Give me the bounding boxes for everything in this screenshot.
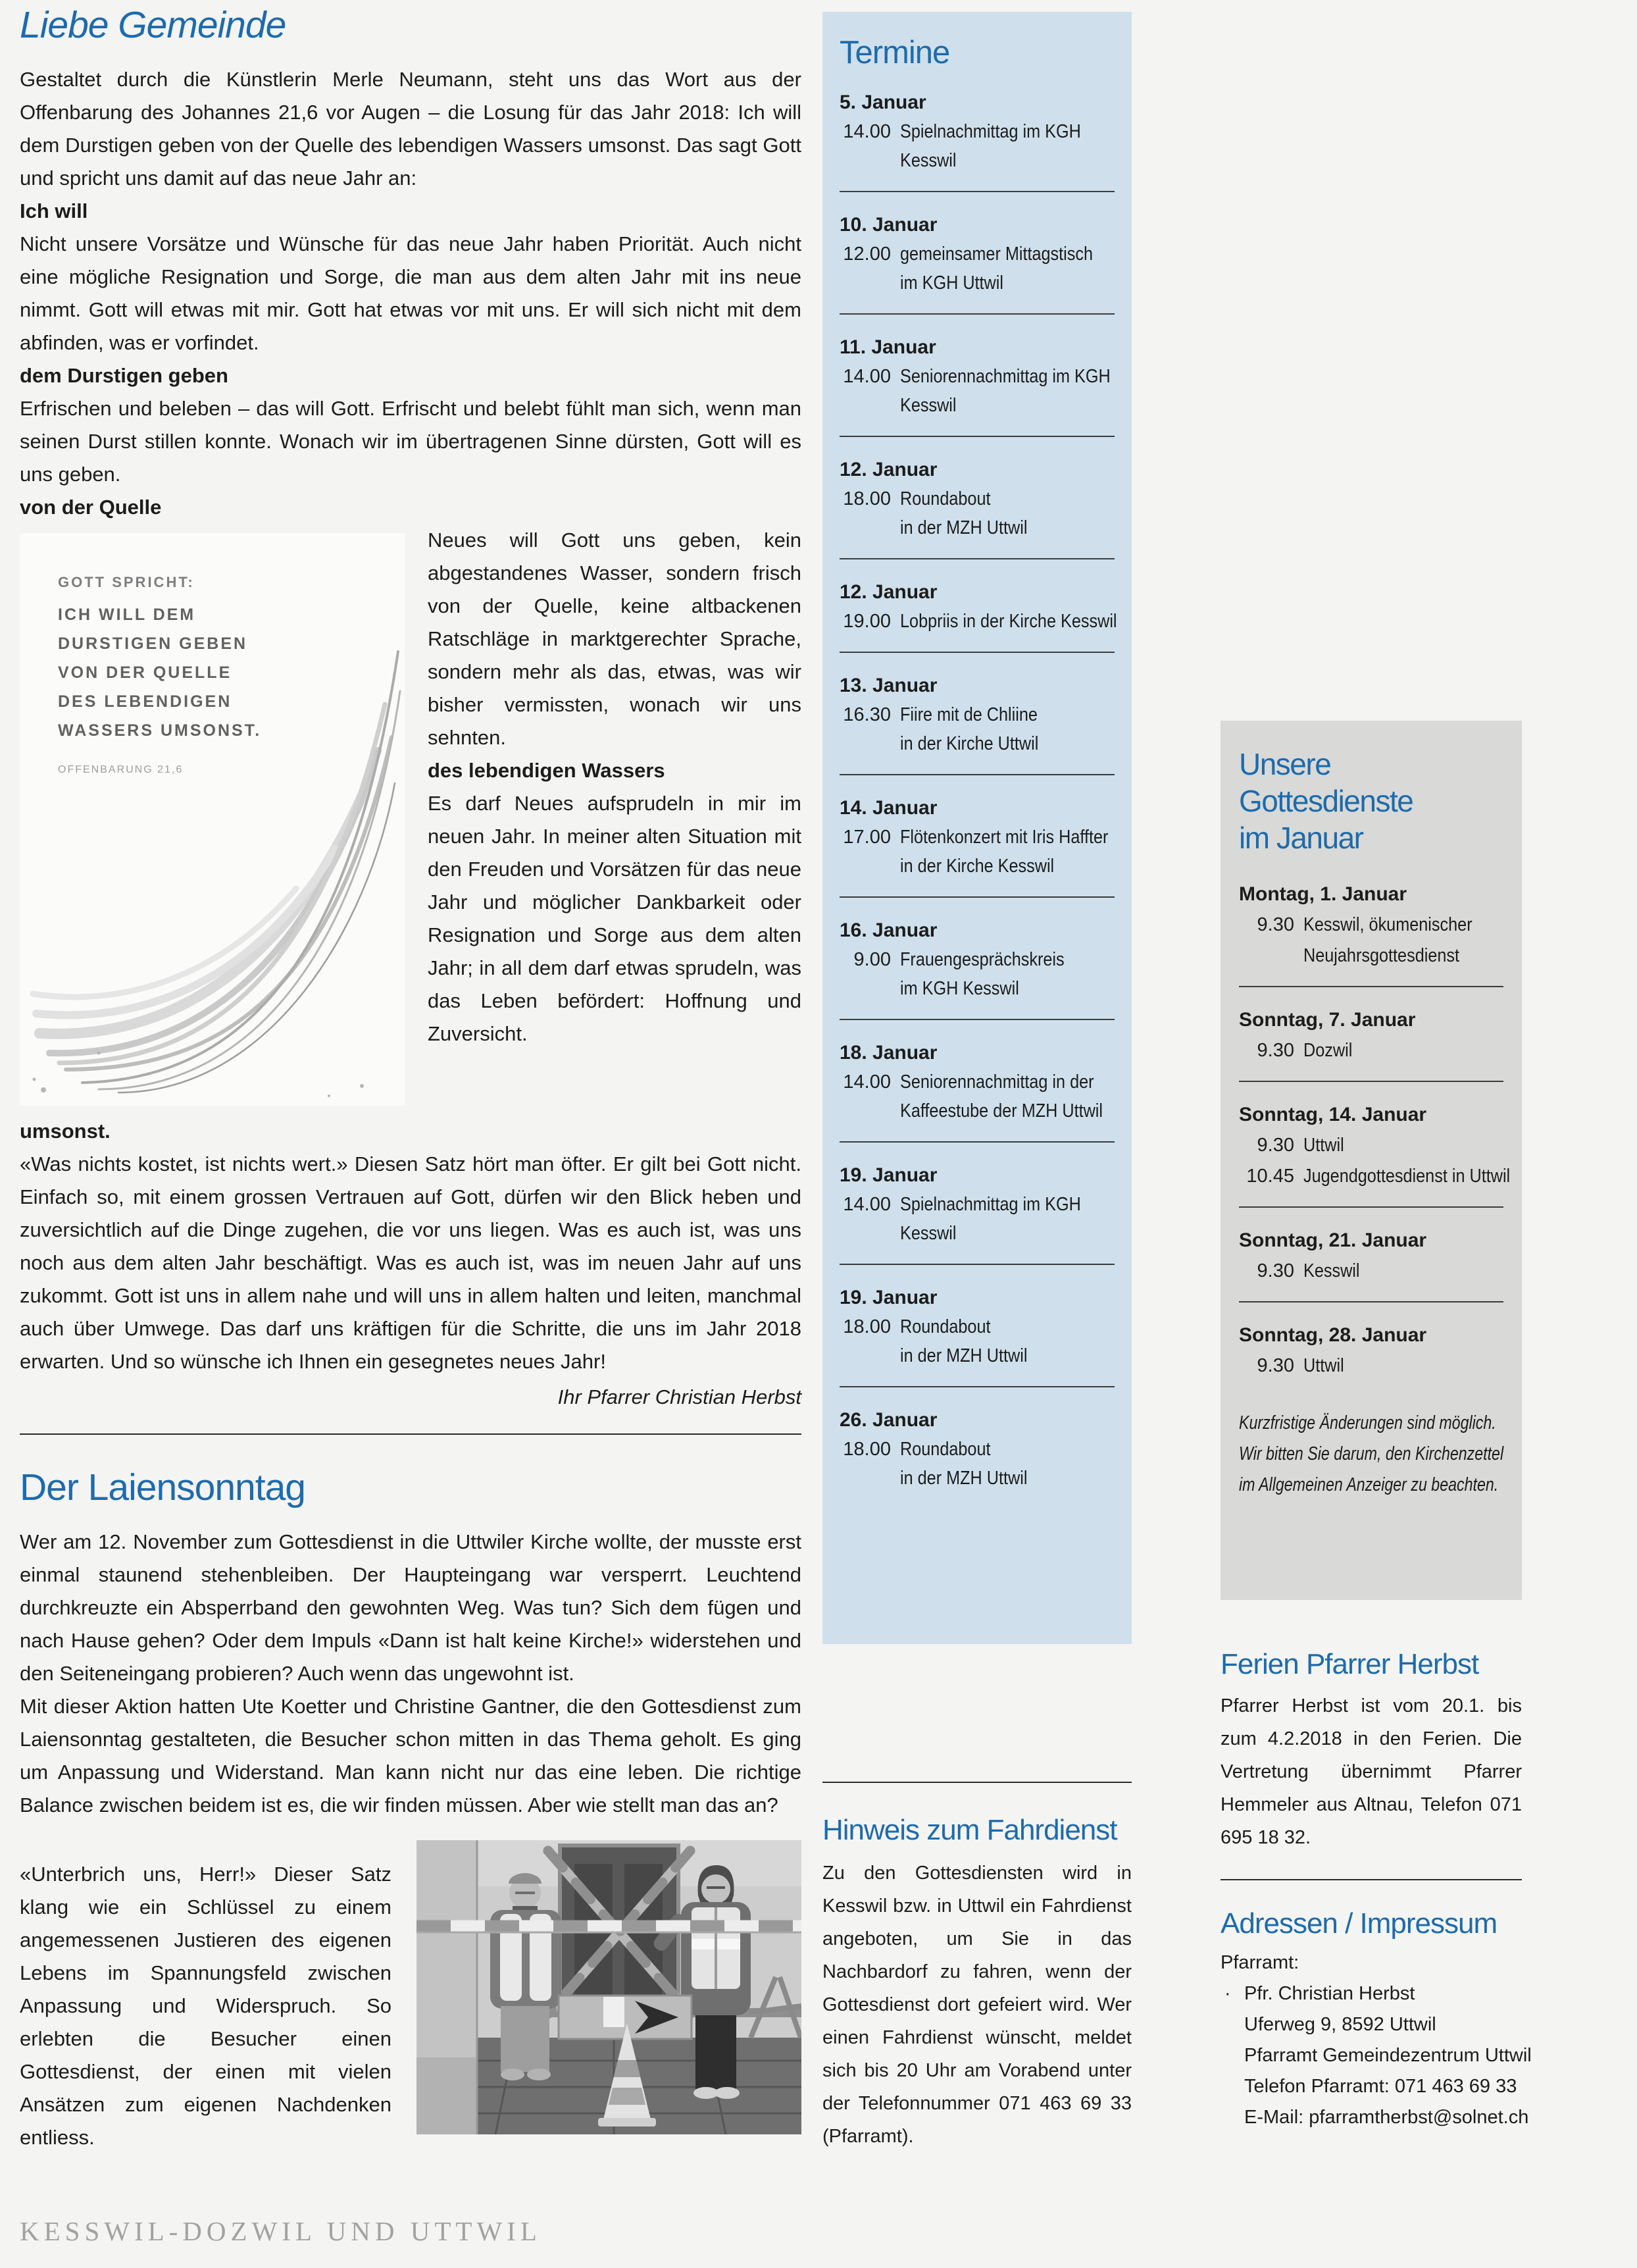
event-item <box>840 1039 1115 1143</box>
paragraph: «Unterbrich uns, Herr!» Dieser Satz klang wie ein Schlüssel zu einem angemessenen Justieren des eigenen Lebens im Spannungsfeld zwischen Anpassung und Widerspruch. So erlebten die Besucher einen Gottesdienst, der einen mit vielen Ansätzen zum eigenen Nachdenken entliess. <box>20 1863 391 2149</box>
subheading-umsonst: umsonst. <box>20 1120 111 1143</box>
event-item <box>840 211 1115 315</box>
gottesdienste-panel <box>1221 721 1522 1600</box>
paragraph: Wer am 12. November zum Gottesdienst in die Uttwiler Kirche wollte, der musste erst einmal staunend stehenbleiben. Der Haupteingang war versperrt. Leuchtend durchkreuzte ein Absperrband den gewohnten Weg. Was tun? Sich dem fügen und nach Hause gehen? Oder dem Impuls «Dann ist halt keine Kirche!» widerstehen und den Seiteneingang probieren? Auch wenn das ungewohnt ist. <box>20 1530 801 1685</box>
event-description: Lobpriis in der Kirche Kesswil <box>900 611 1117 632</box>
event-time: 18.00 <box>843 1439 891 1460</box>
service-time: 9.30 <box>1257 1135 1294 1156</box>
subheading-wassers: des lebendigen Wassers <box>428 759 665 782</box>
verse-source: OFFENBARUNG 21,6 <box>58 764 184 775</box>
divider <box>1239 1081 1503 1082</box>
paragraph: Gestaltet durch die Künstlerin Merle Neumann, steht uns das Wort aus der Offenbarung des Johannes 21,6 vor Augen – die Losung für das Jahr 2018: Ich will dem Durstigen geben von der Quelle des lebendigen Wassers umsonst. Das sagt Gott und spricht uns damit auf das neue Jahr an: <box>20 68 801 190</box>
service-time: 10.45 <box>1246 1166 1294 1187</box>
event-date: 5. Januar <box>840 91 926 113</box>
fahrdienst-text: Zu den Gottesdiensten wird in Kesswil bzw. in Uttwil ein Fahrdienst angeboten, um Sie in das Nachbardorf zu fahren, wenn der Gottesdienst dort gefeiert wird. Wer einen Fahrdienst wünscht, meldet sich bis 20 Uhr am Vorabend unter der Telefonnummer 071 463 69 33 (Pfarramt). <box>822 1863 1132 2147</box>
service-place: Kesswil <box>1303 1260 1360 1281</box>
service-item <box>1239 1099 1511 1208</box>
service-item <box>1239 1225 1503 1302</box>
service-day: Sonntag, 7. Januar <box>1239 1009 1416 1031</box>
event-description: Frauengesprächskreis im KGH Kesswil <box>900 949 1065 999</box>
bible-verse-block <box>58 571 261 778</box>
event-date: 19. Januar <box>840 1164 938 1186</box>
event-description: Fiire mit de Chliine in der Kirche Uttwil <box>900 704 1039 754</box>
event-date: 13. Januar <box>840 675 938 696</box>
verse-line: ICH WILL DEM <box>58 606 196 624</box>
divider <box>1239 1301 1503 1302</box>
event-item <box>840 455 1115 559</box>
event-item <box>840 578 1115 653</box>
event-time: 14.00 <box>843 121 891 142</box>
service-place: Dozwil <box>1303 1040 1353 1061</box>
divider <box>840 436 1115 437</box>
event-time: 14.00 <box>843 1194 891 1215</box>
divider <box>840 774 1115 775</box>
impressum-title: Adressen / Impressum <box>1221 1907 1498 1940</box>
event-description: Spielnachmittag im KGH Kesswil <box>900 1194 1081 1244</box>
event-date: 26. Januar <box>840 1409 938 1431</box>
services-column <box>1221 721 1532 2133</box>
service-day: Sonntag, 21. Januar <box>1239 1229 1427 1251</box>
divider <box>1239 1206 1503 1208</box>
event-item <box>840 671 1115 775</box>
subheading-ich-will: Ich will <box>20 199 88 222</box>
text-photo-row <box>20 1838 801 2175</box>
event-description: Seniorennachmittag in der Kaffeestube der MZH Uttwil <box>900 1071 1103 1121</box>
events-column <box>822 12 1132 2172</box>
event-description: Roundabout in der MZH Uttwil <box>900 1439 1028 1489</box>
divider <box>840 896 1115 898</box>
event-date: 11. Januar <box>840 336 936 358</box>
divider <box>840 1141 1115 1143</box>
service-place: Jugendgottesdienst in Uttwil <box>1303 1166 1511 1187</box>
ferien-title: Ferien Pfarrer Herbst <box>1221 1648 1479 1680</box>
paragraph: Mit dieser Aktion hatten Ute Koetter und Christine Gantner, die den Gottesdienst zum Laiensonntag gestalteten, die Besucher schon mitten in das Thema geholt. Es ging um Anpassung und Widerstand. Man kann nicht nur das eine leben. Die richtige Balance zwischen beidem ist es, die wir finden müssen. Aber wie stellt man das an? <box>20 1695 801 1817</box>
section-divider <box>20 1433 801 1435</box>
service-time: 9.30 <box>1257 1355 1294 1376</box>
impressum-line: · Pfr. Christian Herbst <box>1221 1978 1522 2009</box>
page-title: Liebe Gemeinde <box>20 4 286 46</box>
paragraph: Es darf Neues aufsprudeln in mir im neuen Jahr. In meiner alten Situation mit den Freuden und Vorsätzen für das neue Jahr und möglicher Dankbarkeit oder Resignation und Sorge aus dem alten Jahr; in all dem darf etwas sprudeln, was das Leben befördert: Hoffnung und Zuversicht. <box>428 792 801 1045</box>
verse-line: WASSERS UMSONST. <box>58 721 262 740</box>
divider <box>840 313 1115 315</box>
article-title-laiensonntag: Der Laiensonntag <box>20 1466 305 1508</box>
event-date: 12. Januar <box>840 459 938 480</box>
footer-text: KESSWIL-DOZWIL UND UTTWIL <box>20 2216 541 2246</box>
verse-intro: GOTT SPRICHT: <box>58 574 195 590</box>
event-item <box>840 1161 1115 1265</box>
event-time: 14.00 <box>843 366 891 387</box>
service-place: Uttwil <box>1303 1355 1344 1376</box>
impressum-line: Pfarramt Gemeindezentrum Uttwil <box>1244 2045 1532 2066</box>
verse-line: DES LEBENDIGEN <box>58 692 232 711</box>
event-date: 14. Januar <box>840 797 938 819</box>
losung-artwork <box>20 533 405 1106</box>
event-item <box>840 1406 1115 1493</box>
divider <box>840 652 1115 653</box>
event-date: 12. Januar <box>840 581 938 603</box>
paragraph: «Was nichts kostet, ist nichts wert.» Diesen Satz hört man öfter. Er gilt bei Gott nicht. Einfach so, mit einem grossen Vertrauen auf Gott, dürfen wir den Blick heben und zuversichtlich auf die Dinge zugehen, die vor uns liegen. Was es auch ist, was uns noch aus dem alten Jahr beschäftigt. Was es auch ist, was im neuen Jahr auf uns zukommt. Gott ist uns in allem nahe und will uns in allem halten und leiten, manchmal auch über Umwege. Das darf uns kräftigen für die Schritte, die uns im Jahr 2018 erwarten. Und so wünsche ich Ihnen ein gesegnetes neues Jahr! <box>20 1152 801 1373</box>
service-item <box>1239 1320 1503 1381</box>
termine-title: Termine <box>840 35 950 70</box>
event-date: 18. Januar <box>840 1042 938 1064</box>
divider <box>1239 986 1503 987</box>
event-description: Roundabout in der MZH Uttwil <box>900 1316 1028 1366</box>
event-time: 19.00 <box>843 611 891 632</box>
event-description: Flötenkonzert mit Iris Haffter in der Kirche Kesswil <box>900 827 1109 877</box>
event-date: 10. Januar <box>840 214 938 236</box>
divider <box>840 1019 1115 1020</box>
fahrdienst-title: Hinweis zum Fahrdienst <box>822 1814 1117 1846</box>
paragraph: Erfrischen und beleben – das will Gott. Erfrischt und belebt fühlt man sich, wenn man seinen Durst stillen konnte. Wonach wir im übertragenen Sinne dürsten, Gott will es uns geben. <box>20 397 801 486</box>
service-item <box>1239 1004 1503 1082</box>
service-time: 9.30 <box>1257 914 1294 935</box>
ferien-text: Pfarrer Herbst ist vom 20.1. bis zum 4.2.2018 in den Ferien. Die Vertretung übernimmt Pfarrer Hemmeler aus Altnau, Telefon 071 695 18 32. <box>1221 1695 1522 1848</box>
impressum-intro: Pfarramt: <box>1221 1952 1299 1973</box>
church-entrance-photo <box>416 1840 801 2134</box>
service-place: Kesswil, ökumenischer Neujahrsgottesdienst <box>1303 914 1473 966</box>
divider <box>840 1264 1115 1265</box>
bullet: · <box>1224 1983 1231 2004</box>
divider <box>840 558 1115 559</box>
impressum-line: Telefon Pfarramt: 071 463 69 33 <box>1244 2076 1517 2097</box>
event-time: 16.30 <box>843 704 891 725</box>
subheading-quelle: von der Quelle <box>20 496 162 519</box>
event-time: 18.00 <box>843 488 891 509</box>
event-description: Roundabout in der MZH Uttwil <box>900 488 1028 538</box>
paragraph: Neues will Gott uns geben, kein abgestandenes Wasser, sondern frisch von der Quelle, keine altbackenen Ratschläge in marktgerechter Sprache, sondern mehr als das, etwas, was wir bisher vermissten, wonach wir uns sehnten. <box>428 528 801 749</box>
event-description: Spielnachmittag im KGH Kesswil <box>900 121 1081 171</box>
event-time: 9.00 <box>853 949 891 970</box>
service-day: Sonntag, 14. Januar <box>1239 1104 1427 1125</box>
subheading-durstigen: dem Durstigen geben <box>20 364 228 387</box>
impressum-line: E-Mail: pfarramtherbst@solnet.ch <box>1244 2107 1529 2128</box>
divider <box>840 191 1115 192</box>
event-item <box>840 916 1115 1020</box>
event-item <box>840 88 1115 192</box>
event-item <box>840 1283 1115 1387</box>
gottesdienste-title: Unsere Gottesdienste im Januar <box>1239 747 1413 855</box>
divider <box>840 1386 1115 1387</box>
paragraph: Nicht unsere Vorsätze und Wünsche für das neue Jahr haben Priorität. Auch nicht eine mögliche Resignation und Sorge, die man aus dem alten Jahr mit ins neue nimmt. Gott will etwas mit mir. Gott hat etwas vor mit uns. Er will sich nicht mit dem abfinden, was er vorfindet. <box>20 232 801 354</box>
event-time: 17.00 <box>843 827 891 848</box>
section-divider <box>1221 1879 1522 1880</box>
author-signature: Ihr Pfarrer Christian Herbst <box>557 1385 801 1408</box>
event-time: 18.00 <box>843 1316 891 1337</box>
service-item <box>1239 879 1503 987</box>
verse-line: DURSTIGEN GEBEN <box>58 634 248 653</box>
event-time: 14.00 <box>843 1071 891 1093</box>
event-item <box>840 794 1115 898</box>
service-time: 9.30 <box>1257 1260 1294 1281</box>
service-place: Uttwil <box>1303 1135 1344 1156</box>
termine-panel <box>822 12 1132 1644</box>
services-note: Kurzfristige Änderungen sind möglich. Wir bitten Sie darum, den Kirchenzettel im Allgemeinen Anzeiger zu beachten. <box>1239 1412 1504 1495</box>
impressum-line: Uferweg 9, 8592 Uttwil <box>1244 2014 1436 2035</box>
service-time: 9.30 <box>1257 1040 1294 1061</box>
section-divider <box>822 1782 1132 1783</box>
event-date: 19. Januar <box>840 1287 938 1308</box>
service-day: Montag, 1. Januar <box>1239 883 1407 905</box>
article-column <box>20 4 801 2175</box>
event-time: 12.00 <box>843 244 891 265</box>
event-item <box>840 333 1115 437</box>
service-day: Sonntag, 28. Januar <box>1239 1324 1427 1346</box>
verse-line: VON DER QUELLE <box>58 663 232 682</box>
event-date: 16. Januar <box>840 919 938 941</box>
event-description: gemeinsamer Mittagstisch im KGH Uttwil <box>900 244 1094 294</box>
event-description: Seniorennachmittag im KGH Kesswil <box>900 366 1111 416</box>
